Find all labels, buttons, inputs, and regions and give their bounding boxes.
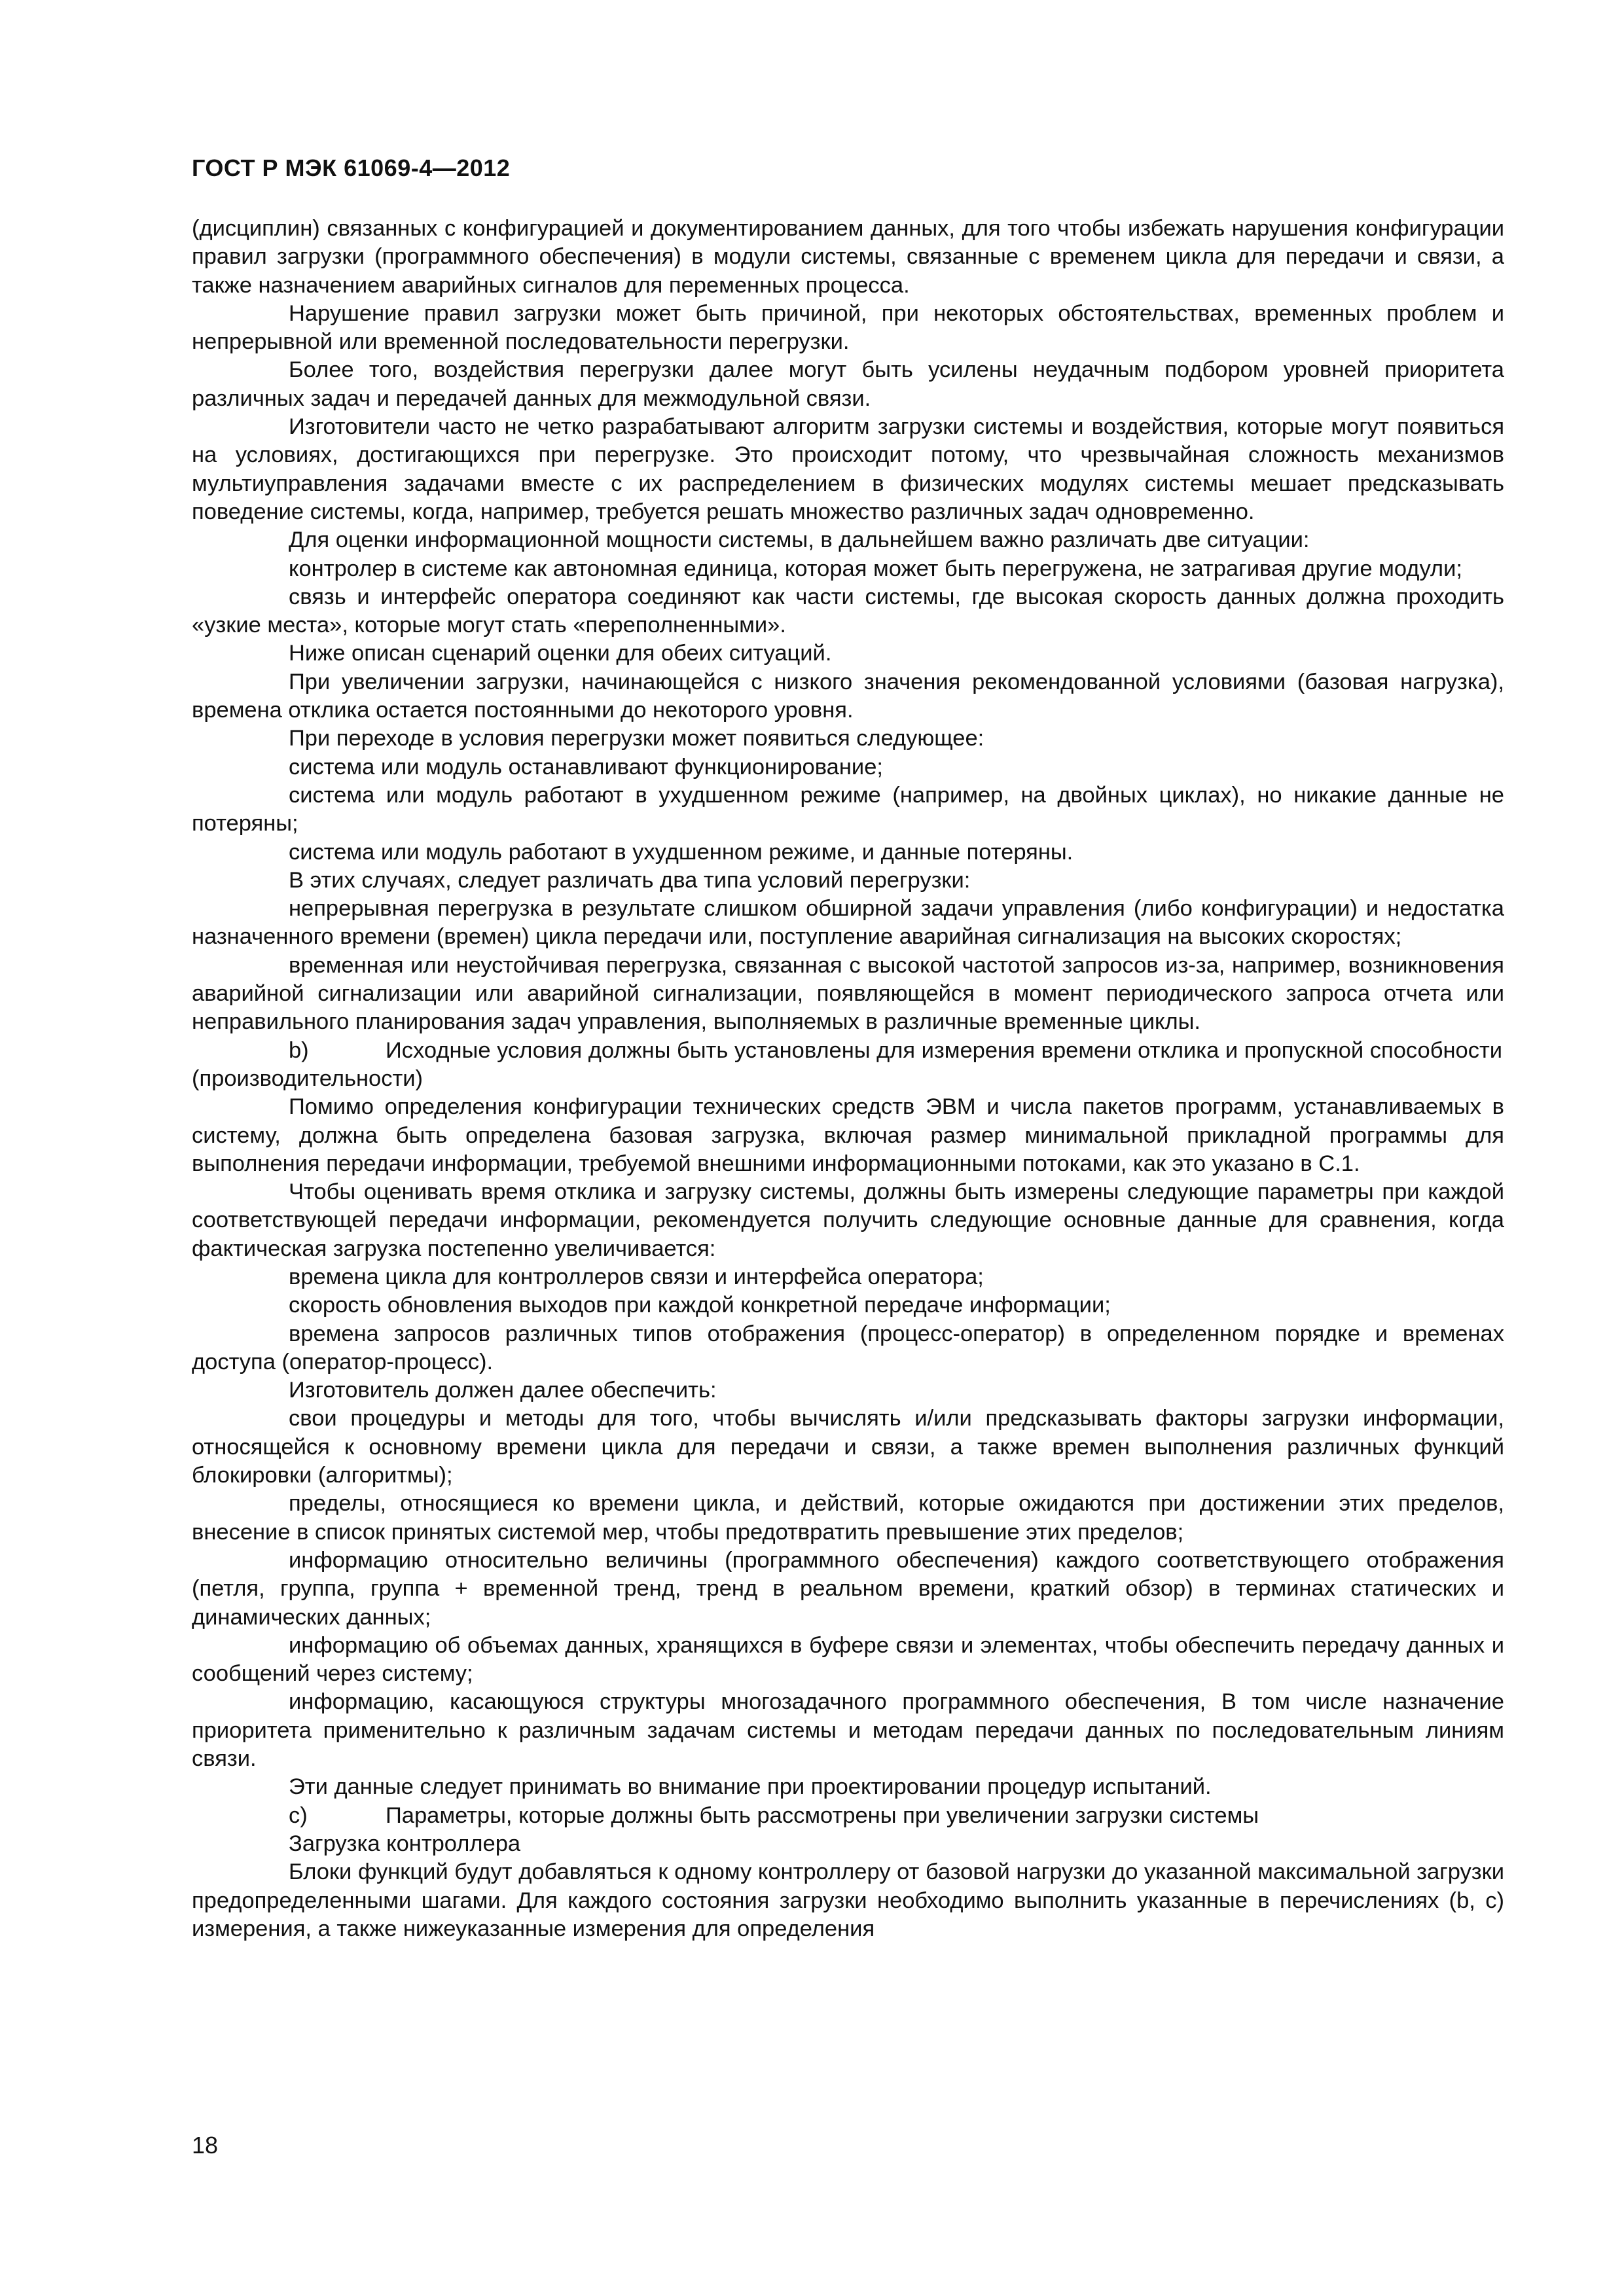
enumerated-item-c — [192, 1802, 1504, 1830]
paragraph: Чтобы оценивать время отклика и загрузку системы, должны быть измерены следующие параметры при каждой соответствующей передачи информации, рекомендуется получить следующие основные данные для сравнения, когда фактическая загрузка постепенно увеличивается: — [192, 1179, 1504, 1261]
list-item: скорость обновления выходов при каждой конкретной передаче информации; — [289, 1293, 1111, 1318]
item-text: Исходные условия должны быть установлены для измерения времени отклика и пропускной способности (производительности) — [192, 1037, 1503, 1091]
paragraph: Эти данные следует принимать во внимание при проектировании процедур испытаний. — [289, 1774, 1212, 1800]
list-item: система или модуль работают в ухудшенном режиме (например, на двойных циклах), но никакие данные не потеряны; — [192, 782, 1504, 836]
paragraph: При увеличении загрузки, начинающейся с низкого значения рекомендованной условиями (базовая нагрузка), времена отклика остается постоянными до некоторого уровня. — [192, 669, 1504, 723]
paragraph: Помимо определения конфигурации технических средств ЭВМ и числа пакетов программ, устанавливаемых в систему, должна быть определена базовая загрузка, включая размер минимальной прикладной программы для выполнения передачи информации, требуемой внешними информационными потоками, как это указано в С.1. — [192, 1094, 1504, 1176]
paragraph: Изготовитель должен далее обеспечить: — [289, 1378, 717, 1403]
list-item: информацию об объемах данных, хранящихся в буфере связи и элементах, чтобы обеспечить передачу данных и сообщений через систему; — [192, 1632, 1504, 1687]
paragraph: Ниже описан сценарий оценки для обеих ситуаций. — [289, 641, 832, 666]
paragraph: Более того, воздействия перегрузки далее могут быть усилены неудачным подбором уровней приоритета различных задач и передачей данных для межмодульной связи. — [192, 357, 1504, 411]
item-marker: c) — [289, 1803, 308, 1828]
list-item: связь и интерфейс оператора соединяют как части системы, где высокая скорость данных должна проходить «узкие места», которые могут стать «переполненными». — [192, 584, 1504, 638]
subheading: Загрузка контроллера — [289, 1831, 521, 1856]
paragraph: В этих случаях, следует различать два типа условий перегрузки: — [289, 867, 971, 893]
list-item: пределы, относящиеся ко времени цикла, и действий, которые ожидаются при достижении этих пределов, внесение в список принятых системой мер, чтобы предотвратить превышение этих пределов; — [192, 1491, 1504, 1545]
paragraph: Для оценки информационной мощности системы, в дальнейшем важно различать две ситуации: — [289, 528, 1310, 553]
list-item: контролер в системе как автономная единица, которая может быть перегружена, не затрагивая другие модули; — [289, 556, 1462, 581]
list-item: информацию, касающуюся структуры многозадачного программного обеспечения, В том числе назначение приоритета применительно к различным задачам системы и методам передачи данных по последовательным линиям связи. — [192, 1689, 1504, 1772]
list-item: временная или неустойчивая перегрузка, связанная с высокой частотой запросов из-за, например, возникновения аварийной сигнализации или аварийной сигнализации, появляющейся в момент периодического запроса отчета или неправильного планирования задач управления, выполняемых в различные временные циклы. — [192, 952, 1504, 1035]
list-item: свои процедуры и методы для того, чтобы вычислять и/или предсказывать факторы загрузки информации, относящейся к основному времени цикла для передачи и связи, а также времен выполнения различных функций блокировки (алгоритмы); — [192, 1406, 1504, 1488]
paragraph: При переходе в условия перегрузки может появиться следующее: — [289, 726, 984, 751]
paragraph: Нарушение правил загрузки может быть причиной, при некоторых обстоятельствах, временных проблем и непрерывной или временной последовательности перегрузки. — [192, 300, 1504, 355]
list-item: непрерывная перегрузка в результате слишком обширной задачи управления (либо конфигурации) и недостатка назначенного времени (времен) цикла передачи или, поступление аварийная сигнализация на высоких скоростях; — [192, 896, 1504, 950]
list-item: информацию относительно величины (программного обеспечения) каждого соответствующего отображения (петля, группа, группа + временной тренд, тренд в реальном времени, краткий обзор) в терминах статических и динамических данных; — [192, 1547, 1504, 1630]
paragraph: Блоки функций будут добавляться к одному контроллеру от базовой нагрузки до указанной максимальной загрузки предопределенными шагами. Для каждого состояния загрузки необходимо выполнить указанные в перечислениях (b, c) измерения, а также нижеуказанные измерения для определения — [192, 1859, 1504, 1941]
item-marker: b) — [289, 1037, 309, 1063]
page-number: 18 — [192, 2132, 219, 2159]
paragraph: Изготовители часто не четко разрабатывают алгоритм загрузки системы и воздействия, которые могут появиться на условиях, достигающихся при перегрузке. Это происходит потому, что чрезвычайная сложность механизмов мультиуправления задачами вместе с их распределением в физических модулях системы мешает предсказывать поведение системы, когда, например, требуется решать множество различных задач одновременно. — [192, 414, 1504, 524]
item-text: Параметры, которые должны быть рассмотрены при увеличении загрузки системы — [386, 1803, 1259, 1828]
document-body — [192, 215, 1504, 1943]
document-header: ГОСТ Р МЭК 61069-4—2012 — [192, 154, 511, 181]
list-item: времена цикла для контроллеров связи и интерфейса оператора; — [289, 1264, 984, 1289]
list-item: система или модуль останавливают функционирование; — [289, 754, 883, 780]
list-item: система или модуль работают в ухудшенном режиме, и данные потеряны. — [289, 839, 1074, 865]
list-item: времена запросов различных типов отображения (процесс-оператор) в определенном порядке и временах доступа (оператор-процесс). — [192, 1321, 1504, 1374]
enumerated-item-b — [192, 1037, 1504, 1094]
paragraph: (дисциплин) связанных с конфигурацией и документированием данных, для того чтобы избежать нарушения конфигурации правил загрузки (программного обеспечения) в модули системы, связанные с временем цикла для передачи и связи, а также назначением аварийных сигналов для переменных процесса. — [192, 216, 1504, 298]
